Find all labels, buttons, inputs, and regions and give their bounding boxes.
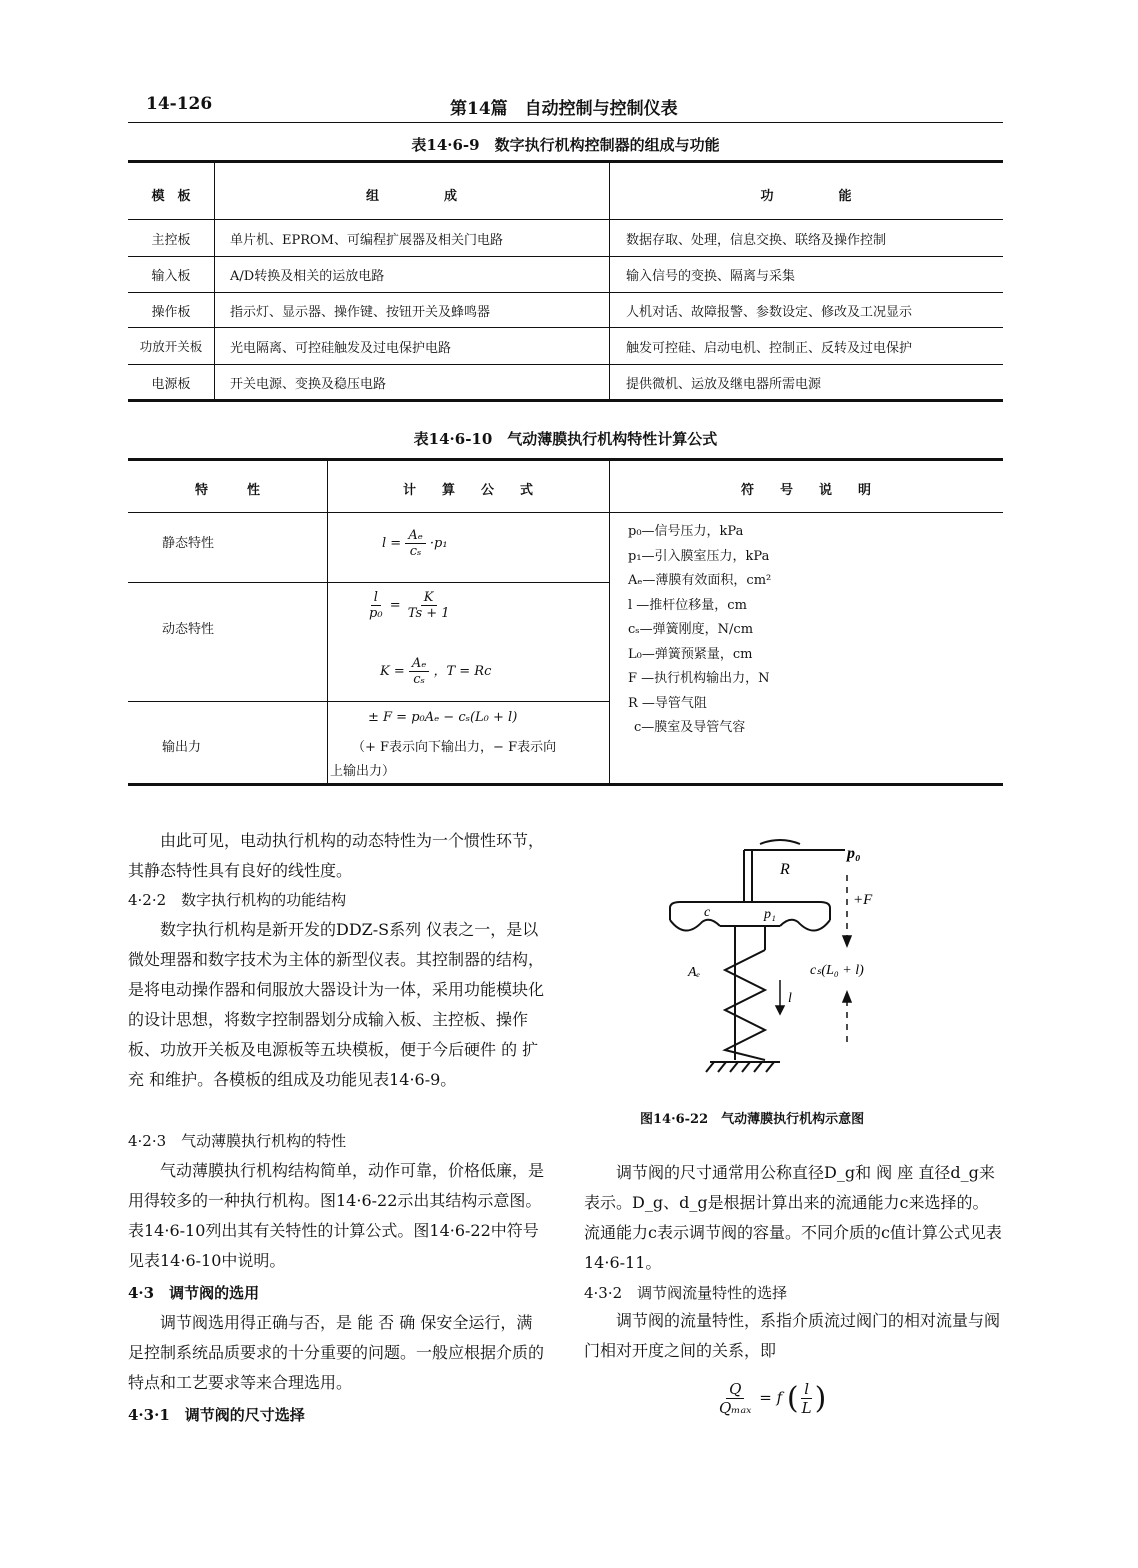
- symbol-item: L₀—弹簧预紧量，cm: [628, 646, 753, 662]
- label-R: R: [780, 861, 790, 878]
- equation-function: = f: [759, 1388, 783, 1407]
- table2-row-rule: [128, 701, 609, 702]
- table-cell: 单片机、EPROM、可编程扩展器及相关门电路: [230, 233, 503, 248]
- section-heading: 4·3 调节阀的选用: [128, 1284, 260, 1302]
- left-paragraph: 由此可见，电动执行机构的动态特性为一个惯性环节，其静态特性具有良好的线性度。: [128, 831, 545, 880]
- row-label-dynamic: 动态特性: [162, 622, 215, 637]
- figure-caption: 图14·6-22 气动薄膜执行机构示意图: [640, 1112, 865, 1127]
- ground-hatch: [706, 1062, 780, 1072]
- table1-row-rule: [128, 256, 1003, 257]
- label-c: c: [704, 905, 711, 920]
- force-arrows: [776, 875, 851, 1048]
- section-heading: 4·3·1 调节阀的尺寸选择: [128, 1406, 305, 1424]
- table-cell: 提供微机、运放及继电器所需电源: [626, 377, 822, 392]
- fraction-numerator: Aₑ: [409, 656, 429, 672]
- formula-static: [382, 528, 448, 559]
- symbol-item: p₁—引入膜室压力，kPa: [628, 548, 770, 564]
- symbol-item: R —导管气阻: [628, 695, 707, 711]
- row-label-output: 输出力: [162, 740, 202, 755]
- table-cell: 输入信号的变换、隔离与采集: [626, 269, 796, 284]
- table2-bottom-rule: [128, 783, 1003, 786]
- fraction-denominator: cₛ: [413, 672, 425, 687]
- symbol-item: l —推杆位移量，cm: [628, 597, 747, 613]
- section-heading: 4·2·3 气动薄膜执行机构的特性: [128, 1132, 347, 1150]
- fraction: [799, 1380, 815, 1417]
- table-cell: 功放开关板: [139, 339, 203, 354]
- table1-header-function: 功 能: [760, 189, 852, 204]
- table2-caption: 表14·6-10 气动薄膜执行机构特性计算公式: [413, 430, 718, 448]
- table2-col-rule: [327, 461, 328, 783]
- symbol-item: c—膜室及导管气容: [634, 720, 746, 735]
- flow-equation: [716, 1380, 826, 1417]
- formula-dynamic-transfer: [366, 590, 453, 621]
- symbol-item: Aₑ—薄膜有效面积，cm²: [628, 573, 772, 588]
- left-paragraph: 数字执行机构是新开发的DDZ-S系列 仪表之一，是以微处理器和数字技术为主体的新型仪表。其控制器的结构，是将电动操作器和伺服放大器设计为一体，采用功能模块化的设计思想，将数字控制器划分成输入板、主控板、操作板、功放开关板及电源板等五块模板，便于今后硬件 的 扩 充 和维护。各模板的组成及功能见表14·6-9。: [128, 920, 545, 1089]
- fraction-numerator: Aₑ: [405, 528, 425, 544]
- table-cell: 开关电源、变换及稳压电路: [230, 377, 387, 392]
- fraction-denominator: Ts + 1: [407, 606, 450, 621]
- table2-top-rule: [128, 458, 1003, 461]
- fraction: [716, 1380, 754, 1417]
- diaphragm-housing: [670, 890, 830, 931]
- table-cell: 光电隔离、可控硅触发及过电保护电路: [230, 341, 452, 356]
- symbol-item: p₀—信号压力，kPa: [628, 524, 744, 539]
- table-cell: 操作板: [151, 305, 191, 320]
- table-cell: 数据存取、处理，信息交换、联络及操作控制: [626, 233, 887, 248]
- table1-row-rule: [128, 292, 1003, 293]
- table1-top-rule: [128, 160, 1003, 163]
- formula-tail: ，T = Rc: [433, 664, 492, 679]
- label-Ae: Aₑ: [688, 965, 701, 980]
- table-cell: 输入板: [151, 269, 191, 284]
- fraction: [405, 528, 425, 559]
- label-p0: p₀: [847, 845, 861, 862]
- fraction-numerator: K: [421, 590, 437, 606]
- symbol-item: F —执行机构输出力，N: [628, 671, 770, 686]
- right-paragraph: 调节阀的尺寸通常用公称直径D_g和 阀 座 直径d_g来表示。D_g、d_g是根据计算出来的流通能力c来选择的。流通能力c表示调节阀的容量。不同介质的c值计算公式见表14·6-11。: [584, 1163, 1002, 1272]
- fraction-numerator: Q: [726, 1380, 744, 1399]
- right-paren: ): [814, 1381, 827, 1416]
- label-spring-force: cₛ(L₀ + l): [810, 963, 864, 978]
- fraction-denominator: p₀: [369, 606, 383, 621]
- fraction-denominator: cₛ: [409, 544, 422, 559]
- formula-lhs: l =: [382, 536, 402, 551]
- row-label-static: 静态特性: [162, 536, 215, 551]
- section-heading: 4·3·2 调节阀流量特性的选择: [584, 1284, 788, 1302]
- actuator-diagram: [640, 830, 960, 1090]
- symbol-item: cₛ—弹簧刚度，N/cm: [628, 622, 754, 637]
- table2-header-property: 特 性: [194, 483, 260, 498]
- table2-col-rule: [609, 461, 610, 783]
- formula-dynamic-params: [380, 656, 491, 687]
- pressure-line: [744, 840, 845, 890]
- chapter-title: 第14篇 自动控制与控制仪表: [450, 99, 678, 119]
- formula-output-note: 上输出力）: [330, 764, 396, 779]
- table2-header-formula: 计 算 公 式: [402, 483, 533, 498]
- table-cell: 指示灯、显示器、操作键、按钮开关及蜂鸣器: [230, 305, 491, 320]
- table1-header-rule: [128, 219, 1003, 220]
- table-cell: A/D转换及相关的运放电路: [230, 269, 385, 284]
- header-rule: [128, 122, 1003, 123]
- fraction: [405, 590, 453, 621]
- table2-header-symbols: 符 号 说 明: [740, 483, 871, 498]
- label-l: l: [788, 991, 792, 1006]
- table-cell: 触发可控硅、启动电机、控制正、反转及过电保护: [626, 341, 913, 356]
- table1-bottom-rule: [128, 399, 1003, 402]
- table2-header-rule: [128, 512, 1003, 513]
- formula-tail: ·p₁: [429, 536, 448, 551]
- formula-equals: =: [389, 598, 401, 613]
- page-number: 14-126: [146, 94, 213, 114]
- fraction-denominator: L: [801, 1399, 812, 1417]
- table1-header-composition: 组 成: [365, 189, 457, 204]
- left-paren: (: [786, 1381, 799, 1416]
- table-cell: 人机对话、故障报警、参数设定、修改及工况显示: [626, 305, 913, 320]
- label-p1: p₁: [764, 907, 776, 922]
- table1-row-rule: [128, 327, 1003, 328]
- label-plusF: +F: [853, 892, 873, 908]
- section-heading: 4·2·2 数字执行机构的功能结构: [128, 891, 347, 909]
- left-paragraph: 调节阀选用得正确与否，是 能 否 确 保安全运行，满足控制系统品质要求的十分重要的问题。一般应根据介质的特点和工艺要求等来合理选用。: [128, 1313, 545, 1392]
- right-paragraph: 调节阀的流量特性，系指介质流过阀门的相对流量与阀门相对开度之间的关系，即: [584, 1311, 1001, 1360]
- table-cell: 主控板: [151, 233, 191, 248]
- fraction-numerator: l: [371, 590, 381, 606]
- fraction: [409, 656, 429, 687]
- symbol-list: [628, 520, 771, 741]
- table1-caption: 表14·6-9 数字执行机构控制器的组成与功能: [411, 136, 720, 154]
- fraction: [366, 590, 386, 621]
- fraction-denominator: Qₘₐₓ: [719, 1399, 752, 1417]
- formula-output: ± F = p₀Aₑ − cₛ(L₀ + l): [368, 710, 518, 725]
- table-cell: 电源板: [151, 377, 191, 392]
- formula-output-note: （+ F表示向下输出力，− F表示向: [352, 740, 557, 755]
- left-paragraph: 气动薄膜执行机构结构简单，动作可靠，价格低廉，是用得较多的一种执行机构。图14·6-22示出其结构示意图。表14·6-10列出其有关特性的计算公式。图14·6-22中符号见表14·6-10中说明。: [128, 1161, 545, 1270]
- fraction-numerator: l: [801, 1380, 812, 1399]
- table1-row-rule: [128, 364, 1003, 365]
- spring: [725, 926, 765, 1060]
- table2-row-rule: [128, 582, 609, 583]
- table1-header-template: 模 板: [151, 189, 191, 204]
- formula-lhs: K =: [380, 664, 405, 679]
